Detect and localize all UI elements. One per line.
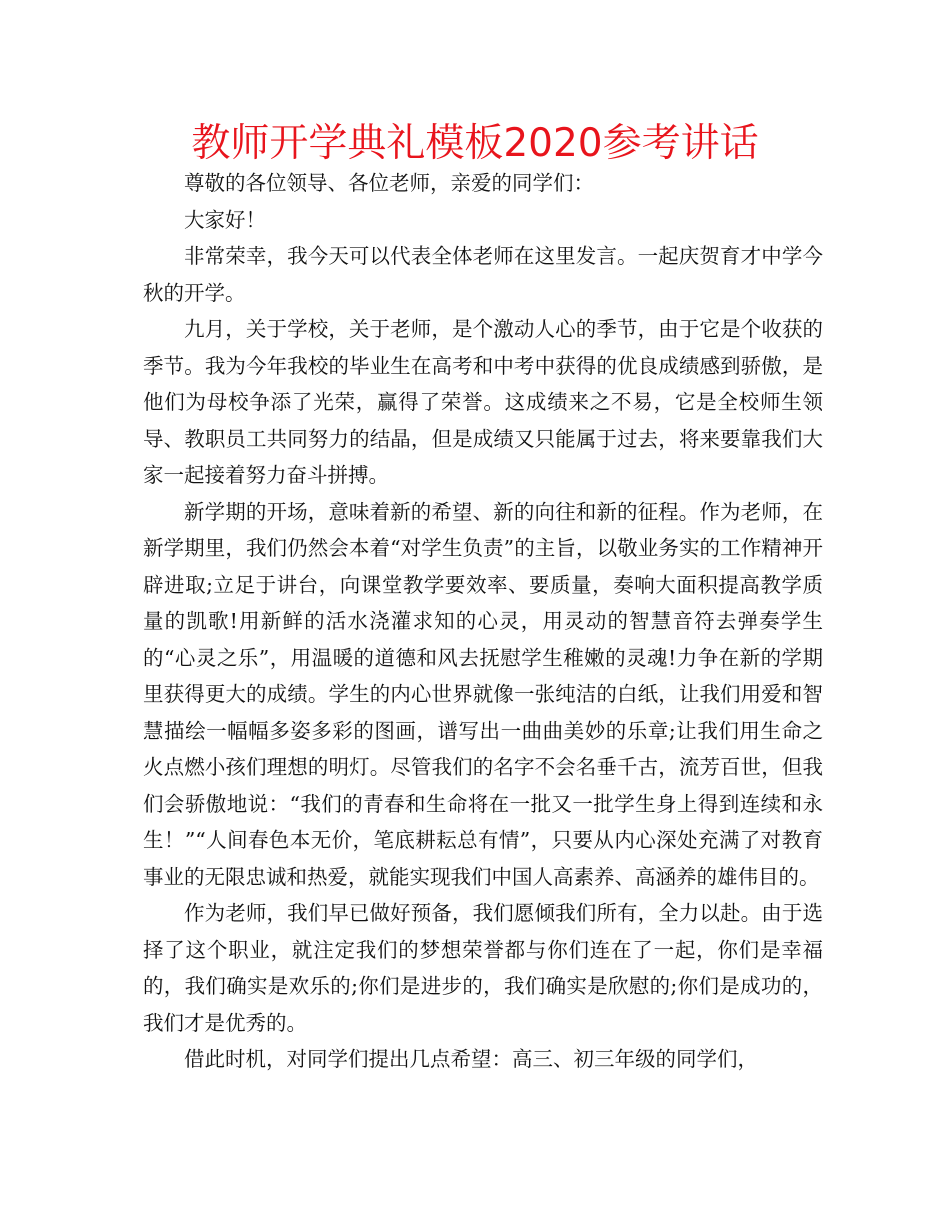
body-paragraph: 九月，关于学校，关于老师，是个激动人心的季节，由于它是个收获的季节。我为今年我校的毕业生在高考和中考中获得的优良成绩感到骄傲，是他们为母校争添了光荣，赢得了荣誉。这成绩来之不易，它是全校师生领导、教职员工共同努力的结晶，但是成绩又只能属于过去，将来要靠我们大家一起接着努力奋斗拼搏。 [143, 317, 823, 487]
greeting-paragraph: 大家好！ [184, 207, 266, 232]
body-paragraph: 新学期的开场，意味着新的希望、新的向往和新的征程。作为老师，在新学期里，我们仍然会本着“对学生负责”的主旨，以敬业务实的工作精神开辟进取;立足于讲台，向课堂教学要效率、要质量，奏响大面积提高教学质量的凯歌!用新鲜的活水浇灌求知的心灵，用灵动的智慧音符去弹奏学生的“心灵之乐”，用温暖的道德和风去抚慰学生稚嫩的灵魂!力争在新的学期里获得更大的成绩。学生的内心世界就像一张纯洁的白纸，让我们用爱和智慧描绘一幅幅多姿多彩的图画，谱写出一曲曲美妙的乐章;让我们用生命之火点燃小孩们理想的明灯。尽管我们的名字不会名垂千古，流芳百世，但我们会骄傲地说：“我们的青春和生命将在一批又一批学生身上得到连续和永生！”“人间春色本无价，笔底耕耘总有情”，只要从内心深处充满了对教育事业的无限忠诚和热爱，就能实现我们中国人高素养、高涵养的雄伟目的。 [143, 499, 823, 889]
body-paragraph: 作为老师，我们早已做好预备，我们愿倾我们所有，全力以赴。由于选择了这个职业，就注定我们的梦想荣誉都与你们连在了一起，你们是幸福的，我们确实是欢乐的;你们是进步的，我们确实是欣慰的;你们是成功的，我们才是优秀的。 [143, 901, 823, 1035]
body-paragraph: 借此时机，对同学们提出几点希望：高三、初三年级的同学们， [184, 1047, 758, 1071]
document-body [143, 165, 823, 1078]
salutation-paragraph: 尊敬的各位领导、各位老师，亲爱的同学们： [184, 171, 594, 195]
body-paragraph: 非常荣幸，我今天可以代表全体老师在这里发言。一起庆贺育才中学今秋的开学。 [143, 244, 823, 305]
document-title: 教师开学典礼模板2020参考讲话 [191, 121, 759, 166]
